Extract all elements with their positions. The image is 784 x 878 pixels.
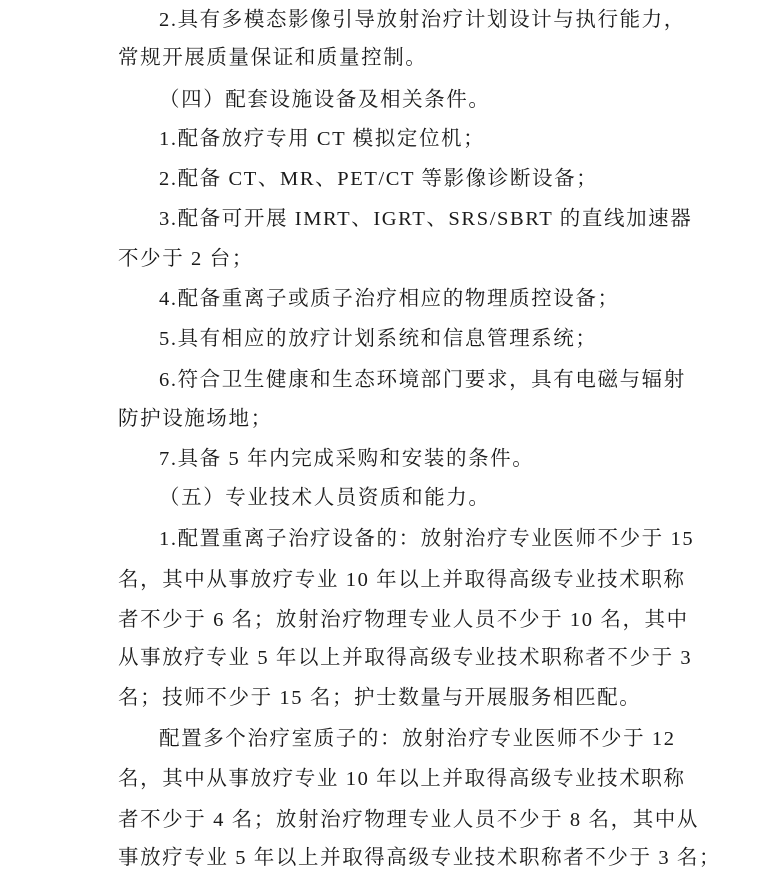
list-item-6-line-1: 6.符合卫生健康和生态环境部门要求，具有电磁与辐射	[159, 369, 686, 391]
list-item-5: 5.具有相应的放疗计划系统和信息管理系统；	[159, 328, 598, 350]
section-heading-4: （四）配套设施设备及相关条件。	[159, 89, 491, 111]
staff-paragraph-2-line-2: 名，其中从事放疗专业 10 年以上并取得高级专业技术职称	[118, 768, 686, 790]
list-item-3-line-1: 3.配备可开展 IMRT、IGRT、SRS/SBRT 的直线加速器	[159, 208, 693, 230]
list-item-3-line-2: 不少于 2 台；	[118, 248, 254, 270]
staff-paragraph-1-line-1: 1.配置重离子治疗设备的：放射治疗专业医师不少于 15	[159, 528, 695, 550]
list-item-7: 7.具备 5 年内完成采购和安装的条件。	[159, 448, 535, 470]
staff-paragraph-1-line-3: 者不少于 6 名；放射治疗物理专业人员不少于 10 名，其中	[118, 609, 689, 631]
staff-paragraph-2-line-3: 者不少于 4 名；放射治疗物理专业人员不少于 8 名，其中从	[118, 809, 699, 831]
section-heading-5: （五）专业技术人员资质和能力。	[159, 487, 491, 509]
staff-paragraph-2-line-1: 配置多个治疗室质子的：放射治疗专业医师不少于 12	[159, 728, 676, 750]
staff-paragraph-1-line-4: 从事放疗专业 5 年以上并取得高级专业技术职称者不少于 3	[118, 647, 693, 669]
list-item-1: 1.配备放疗专用 CT 模拟定位机；	[159, 128, 486, 150]
staff-paragraph-1-line-5: 名；技师不少于 15 名；护士数量与开展服务相匹配。	[118, 687, 642, 709]
paragraph-item-2-line-2: 常规开展质量保证和质量控制。	[118, 47, 428, 69]
list-item-2: 2.配备 CT、MR、PET/CT 等影像诊断设备；	[159, 168, 599, 190]
staff-paragraph-2-line-4: 事放疗专业 5 年以上并取得高级专业技术职称者不少于 3 名；	[118, 847, 722, 869]
list-item-6-line-2: 防护设施场地；	[118, 408, 273, 430]
list-item-4: 4.配备重离子或质子治疗相应的物理质控设备；	[159, 288, 620, 310]
staff-paragraph-1-line-2: 名，其中从事放疗专业 10 年以上并取得高级专业技术职称	[118, 569, 686, 591]
paragraph-item-2-line-1: 2.具有多模态影像引导放射治疗计划设计与执行能力，	[159, 9, 686, 31]
